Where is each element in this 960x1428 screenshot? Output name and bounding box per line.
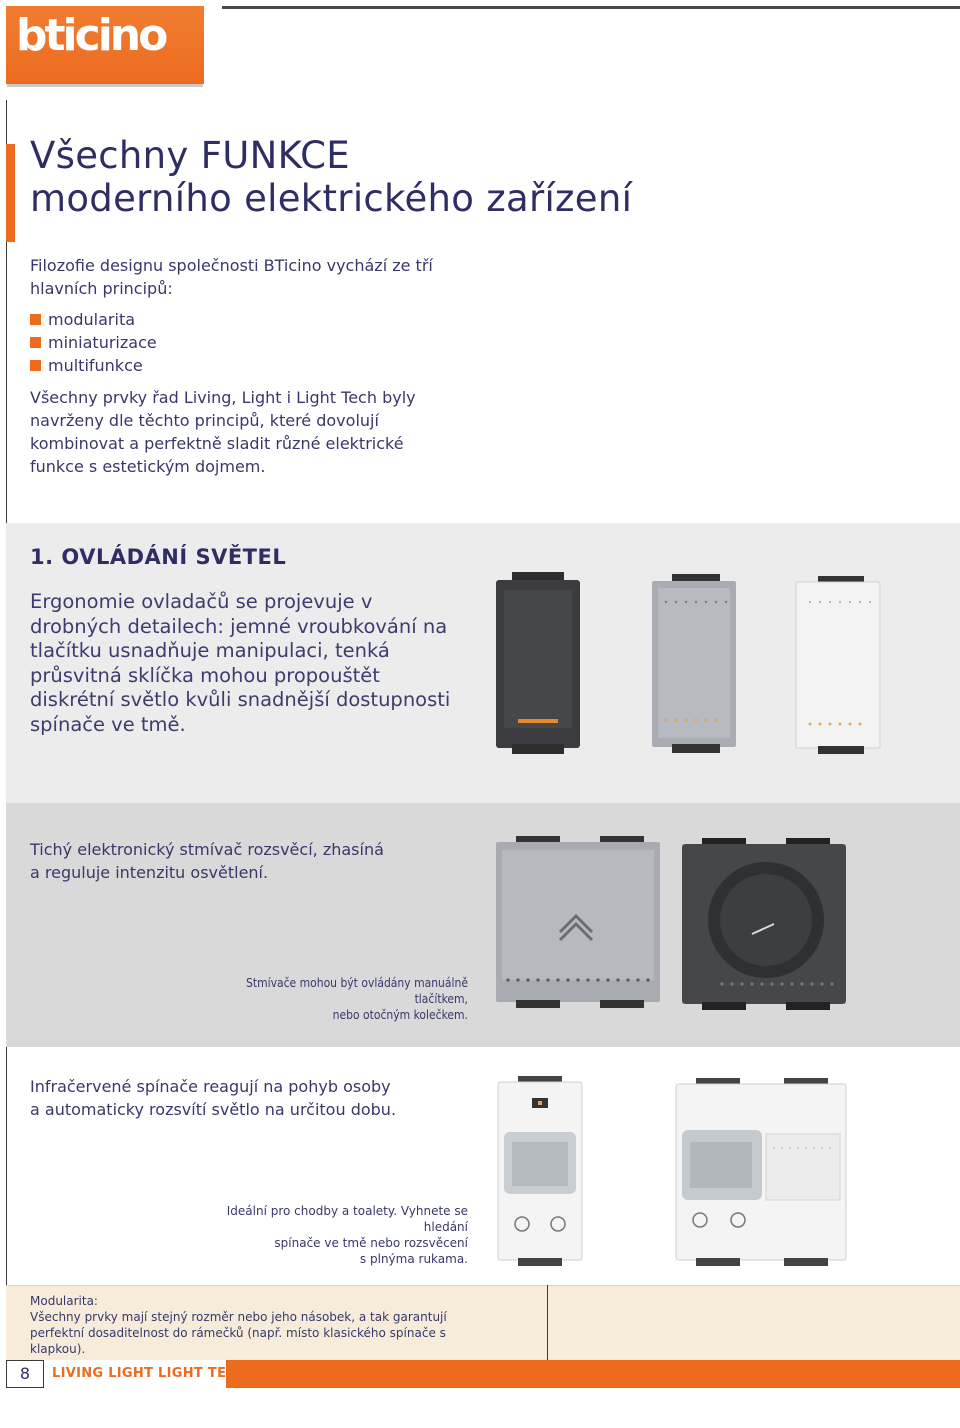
dimmer-knob-image [682, 838, 852, 1010]
principle-label: modularita [48, 310, 136, 329]
infrared-caption-line1: Ideální pro chodby a toalety. Vyhnete se hledání [226, 1204, 468, 1234]
switch-silver-image [652, 574, 742, 754]
list-item [30, 308, 157, 331]
dimmer-button-image [496, 836, 666, 1008]
footer-label: LIVING LIGHT LIGHT TECH [52, 1366, 248, 1381]
title-accent-bar [6, 144, 15, 242]
page-title-line1: Všechny FUNKCE [30, 134, 350, 177]
dimmer-text-line2: a reguluje intenzitu osvětlení. [30, 863, 269, 882]
infrared-sensor-small-image [498, 1076, 588, 1268]
principle-label: multifunkce [48, 356, 143, 375]
infrared-caption-line2: spínače ve tmě nebo rozsvěcení [274, 1236, 468, 1250]
switch-dark-image [496, 572, 586, 757]
section-text: Ergonomie ovladačů se projevuje v drobných detailech: jemné vroubkování na tlačítku usnadňuje manipulaci, tenká průsvitná sklíčka mohou propouštět diskrétní světlo kvůli snadnější dostupnosti spínače ve tmě. [30, 590, 451, 736]
bullet-square-icon [30, 314, 41, 325]
modularity-title: Modularita: [30, 1294, 98, 1308]
list-item [30, 354, 157, 377]
principles-list [30, 308, 157, 377]
header-rule [222, 6, 960, 9]
bullet-square-icon [30, 360, 41, 371]
bullet-square-icon [30, 337, 41, 348]
dimmer-text-line1: Tichý elektronický stmívač rozsvěcí, zhasíná [30, 840, 384, 859]
switch-white-image [796, 576, 886, 756]
page-number: 8 [19, 1364, 31, 1383]
intro-text: Filozofie designu společnosti BTicino vychází ze tří hlavních principů: [30, 256, 433, 298]
infrared-text [30, 1075, 396, 1121]
dimmer-caption-line2: nebo otočným kolečkem. [332, 1008, 468, 1022]
infrared-caption-line3: s plnýma rukama. [359, 1252, 468, 1266]
section-heading: 1. OVLÁDÁNÍ SVĚTEL [30, 545, 287, 569]
brand-logo-text: bticino [16, 10, 166, 61]
design-paragraph: Všechny prvky řad Living, Light i Light Tech byly navrženy dle těchto principů, které dovolují kombinovat a perfektně sladit různé elektrické funkce s estetickým dojmem. [30, 388, 416, 476]
list-item [30, 331, 157, 354]
dimmer-caption-line1: Stmívače mohou být ovládány manuálně tlačítkem, [245, 976, 468, 1006]
page-title-line2: moderního elektrického zařízení [30, 177, 633, 220]
infrared-sensor-wide-image [676, 1078, 852, 1268]
infrared-text-line1: Infračervené spínače reagují na pohyb osoby [30, 1077, 391, 1096]
infrared-text-line2: a automaticky rozsvítí světlo na určitou dobu. [30, 1100, 397, 1119]
page-title [30, 134, 632, 220]
dimmer-text [30, 838, 384, 884]
dimmer-caption [190, 975, 468, 1023]
principle-label: miniaturizace [48, 333, 157, 352]
note-divider [547, 1285, 548, 1360]
infrared-caption [200, 1203, 468, 1267]
modularity-text: Všechny prvky mají stejný rozměr nebo jeho násobek, a tak garantují perfektní dosaditelnost do rámečků (např. místo klasického spínače s klapkou). [30, 1310, 447, 1356]
